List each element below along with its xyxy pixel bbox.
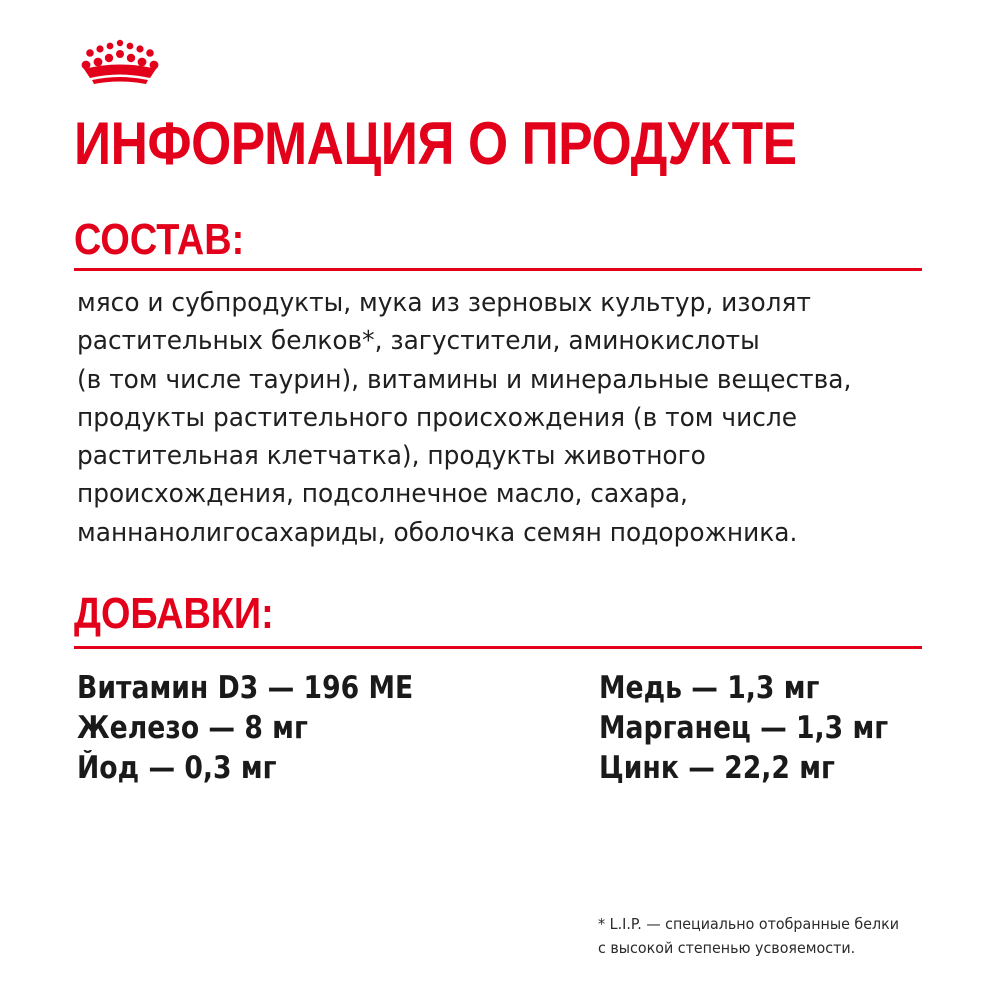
- composition-heading: СОСТАВ:: [74, 215, 245, 264]
- additive-item: Железо — 8 мг: [77, 710, 308, 746]
- additive-item: Цинк — 22,2 мг: [599, 750, 835, 786]
- composition-text: [77, 284, 898, 552]
- additives-column-right: [599, 668, 935, 788]
- composition-line: маннанолигосахариды, оболочка семян подорожника.: [77, 517, 798, 548]
- additive-item: Витамин D3 — 196 МЕ: [77, 670, 414, 706]
- composition-line: мясо и субпродукты, мука из зерновых культур, изолят: [77, 288, 811, 318]
- composition-line: растительных белков*, загустители, аминокислоты: [77, 326, 760, 357]
- additives-column-left: [77, 668, 468, 788]
- additive-item: Марганец — 1,3 мг: [599, 710, 889, 746]
- composition-divider: [74, 268, 922, 271]
- footnote: [598, 912, 899, 960]
- composition-line: (в том числе таурин), витамины и минеральные вещества,: [77, 364, 852, 395]
- additives-list: [0, 668, 1000, 808]
- additive-item: Медь — 1,3 мг: [599, 670, 820, 706]
- composition-line: продукты растительного происхождения (в том числе: [77, 402, 798, 433]
- additives-divider: [74, 646, 922, 649]
- footnote-line: * L.I.P. — специально отобранные белки: [598, 915, 899, 933]
- additives-heading: ДОБАВКИ:: [74, 589, 274, 638]
- composition-line: происхождения, подсолнечное масло, сахара,: [77, 479, 688, 510]
- additive-item: Йод — 0,3 мг: [77, 750, 277, 786]
- footnote-line: с высокой степенью усвояемости.: [598, 939, 856, 957]
- crown-icon: [78, 38, 162, 84]
- composition-line: растительная клетчатка), продукты животного: [77, 441, 706, 472]
- page-title: ИНФОРМАЦИЯ О ПРОДУКТЕ: [74, 110, 797, 177]
